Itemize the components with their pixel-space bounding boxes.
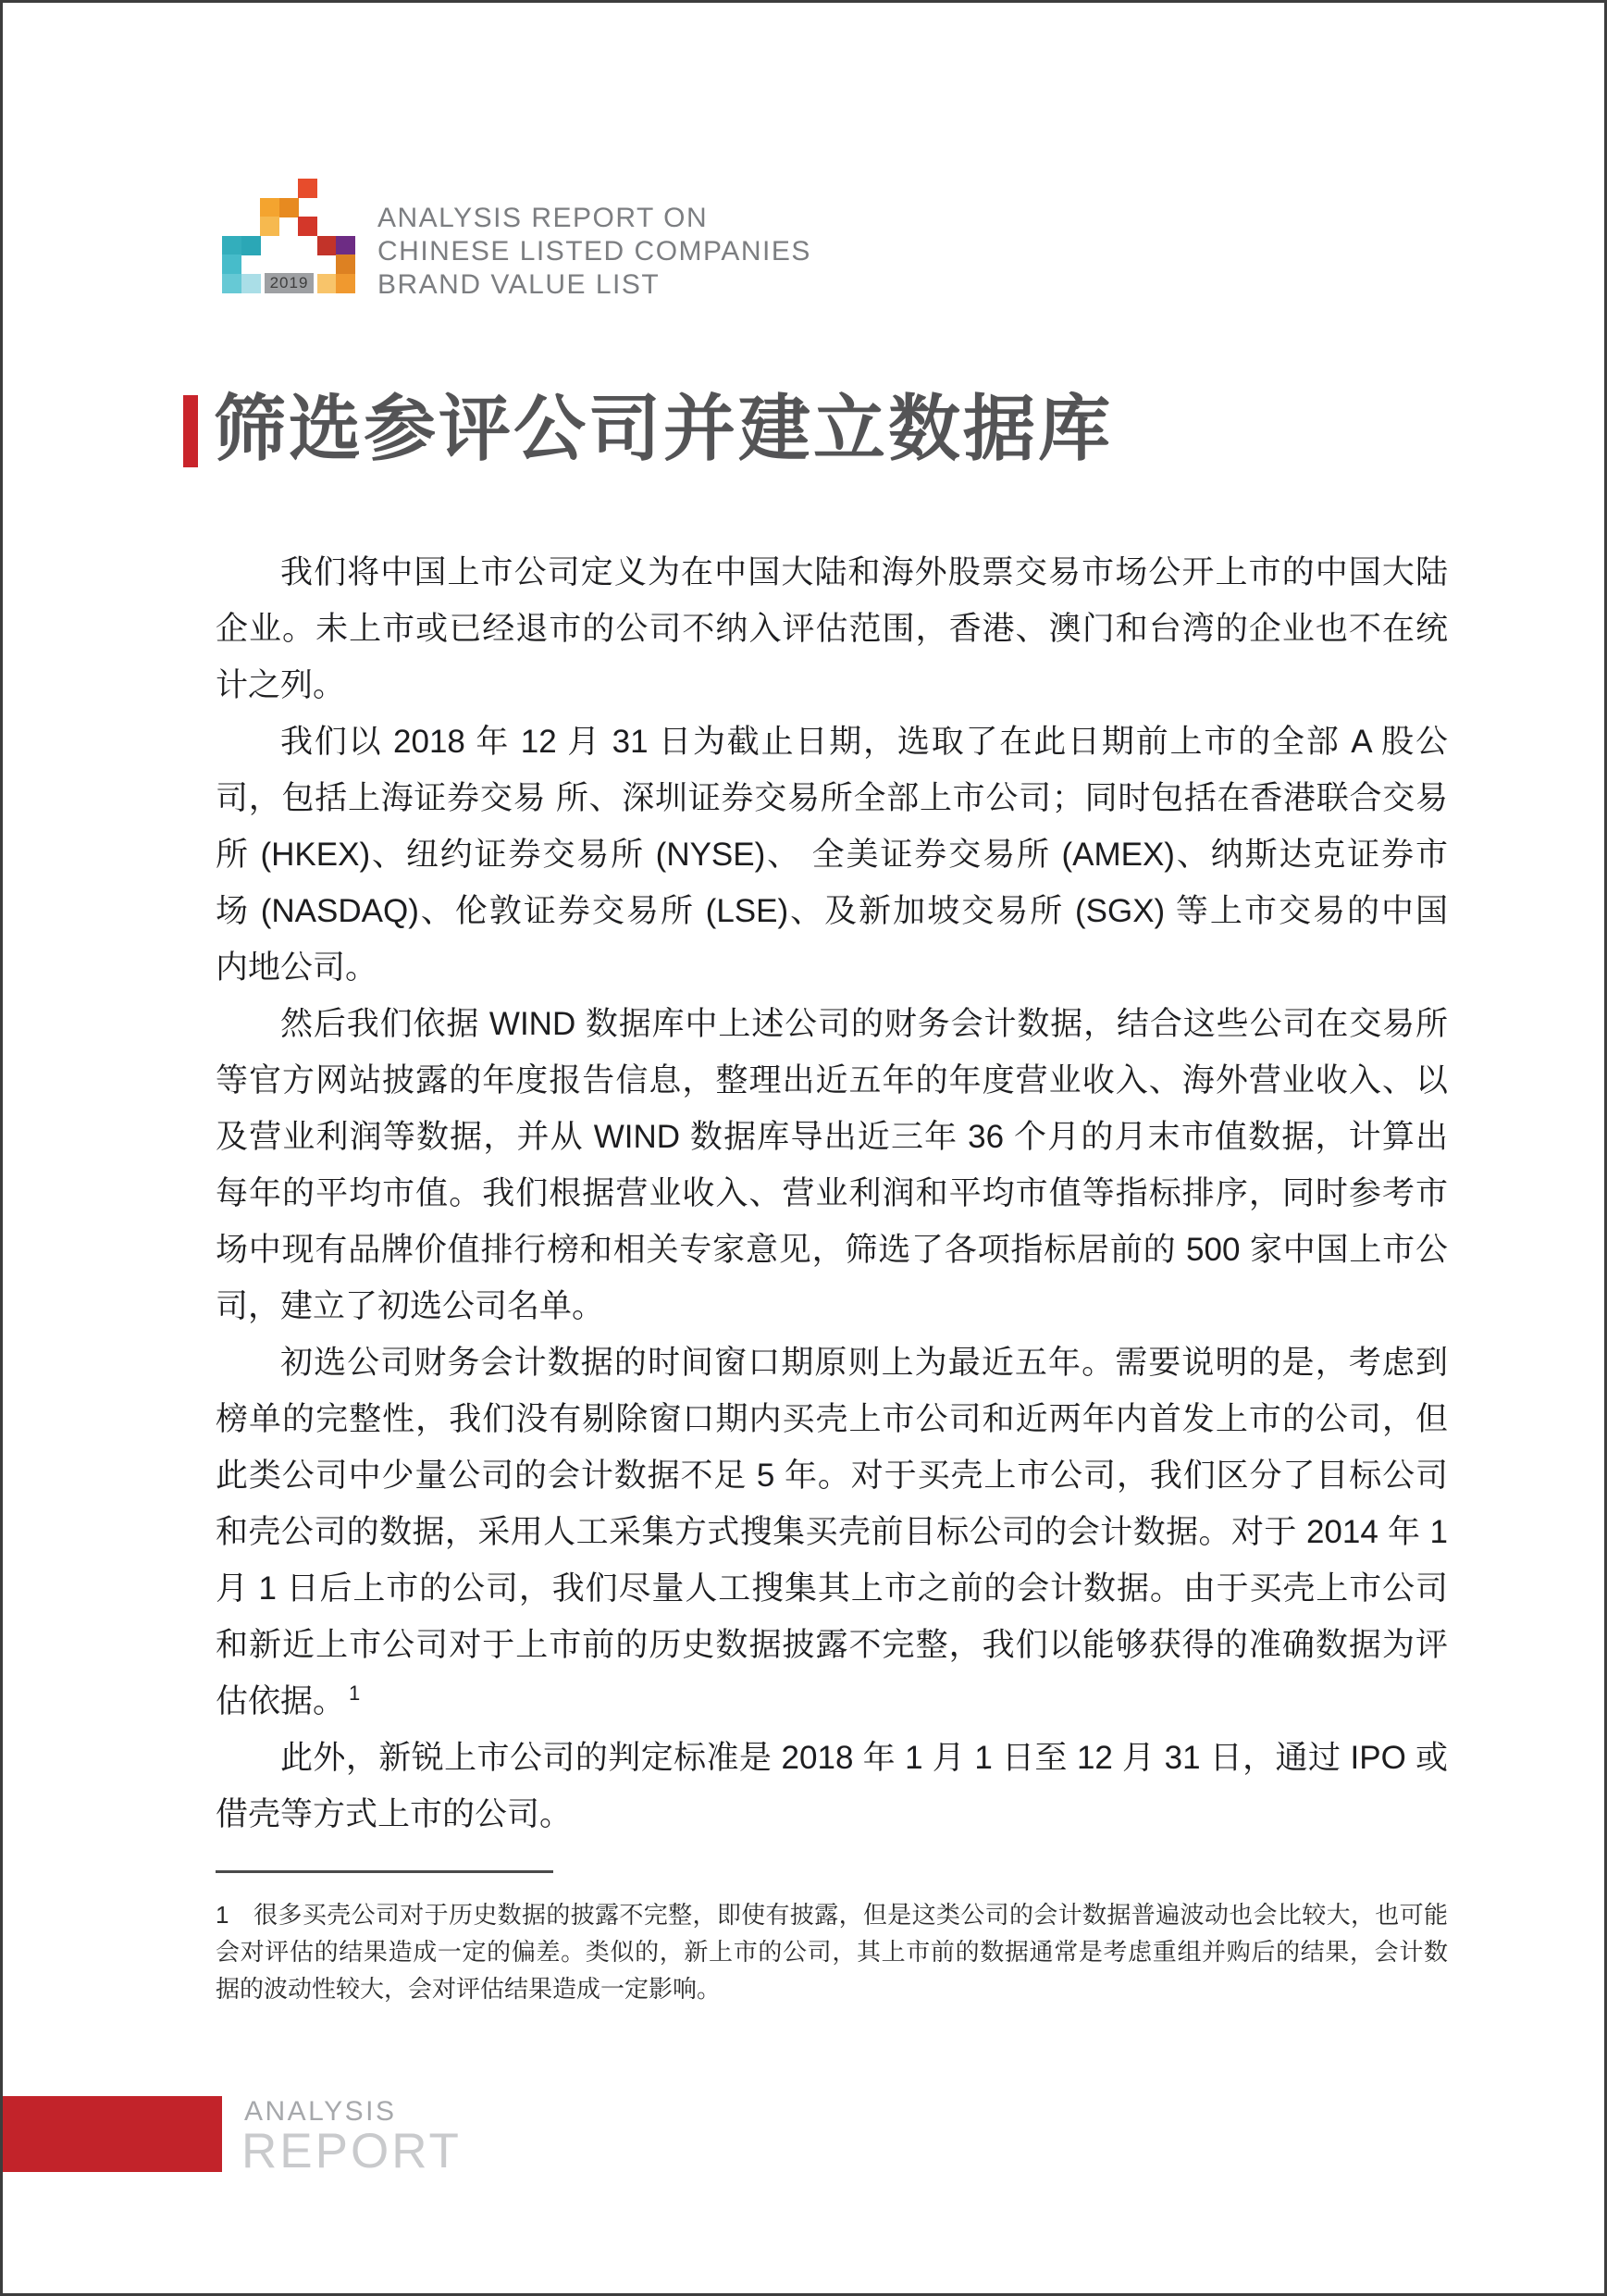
body-line: 计之列。	[216, 667, 346, 703]
brand-title-line: BRAND VALUE LIST	[377, 269, 661, 300]
footnote	[216, 1896, 1448, 2007]
footer-analysis-label: ANALYSIS	[244, 2096, 397, 2127]
logo-cell	[317, 236, 337, 255]
logo-cell	[241, 274, 261, 293]
body-line: 场中现有品牌价值排行榜和相关专家意见，筛选了各项指标居前的 500 家中国上市公	[216, 1232, 1448, 1268]
logo-cell	[222, 254, 241, 274]
body-line: 我们以 2018 年 12 月 31 日为截止日期，选取了在此日期前上市的全部 A 股公	[280, 724, 1448, 760]
body-line: 司，建立了初选公司名单。	[216, 1288, 605, 1324]
brand-logo	[222, 179, 361, 294]
logo-cell	[241, 236, 261, 255]
body-line: 和壳公司的数据，采用人工采集方式搜集买壳前目标公司的会计数据。对于 2014 年 1	[216, 1514, 1448, 1550]
body-line: 场 (NASDAQ)、伦敦证券交易所 (LSE)、及新加坡交易所 (SGX) 等上市交易的中国	[216, 893, 1448, 929]
logo-cell	[298, 217, 317, 236]
body-line: 和新近上市公司对于上市前的历史数据披露不完整，我们以能够获得的准确数据为评	[216, 1627, 1448, 1663]
logo-cell	[336, 274, 355, 293]
logo-cell	[260, 198, 279, 217]
footnote-line: 据的波动性较大，会对评估结果造成一定影响。	[216, 1975, 722, 2003]
footnote-divider	[216, 1870, 553, 1873]
body-line: 内地公司。	[216, 949, 378, 986]
body-line: 借壳等方式上市的公司。	[216, 1796, 573, 1832]
logo-cell	[298, 179, 317, 198]
logo-cell	[317, 274, 337, 293]
body-line: 榜单的完整性，我们没有剔除窗口期内买壳上市公司和近两年内首发上市的公司，但	[216, 1401, 1448, 1437]
body-line: 月 1 日后上市的公司，我们尽量人工搜集其上市之前的会计数据。由于买壳上市公司	[216, 1570, 1448, 1607]
brand-title-line: CHINESE LISTED COMPANIES	[377, 236, 811, 267]
body-line: 初选公司财务会计数据的时间窗口期原则上为最近五年。需要说明的是，考虑到	[280, 1345, 1448, 1381]
brand-title-line: ANALYSIS REPORT ON	[377, 203, 709, 233]
logo-cell	[222, 274, 241, 293]
body-line: 此类公司中少量公司的会计数据不足 5 年。对于买壳上市公司，我们区分了目标公司	[216, 1458, 1448, 1494]
logo-cell	[222, 236, 241, 255]
body-line: 估依据。 $^1$	[216, 1682, 361, 1719]
body-line: 等官方网站披露的年度报告信息，整理出近五年的年度营业收入、海外营业收入、以	[216, 1062, 1448, 1098]
page-title: 筛选参评公司并建立数据库	[214, 388, 1114, 469]
logo-cell	[279, 198, 299, 217]
body-line: 每年的平均市值。我们根据营业收入、营业利润和平均市值等指标排序，同时参考市	[216, 1175, 1448, 1211]
body-text	[216, 544, 1448, 1843]
body-line: 企业。未上市或已经退市的公司不纳入评估范围，香港、澳门和台湾的企业也不在统	[216, 611, 1448, 647]
footer-red-block	[3, 2096, 222, 2172]
body-line: 然后我们依据 WIND 数据库中上述公司的财务会计数据，结合这些公司在交易所	[280, 1006, 1448, 1042]
brand-title	[377, 202, 811, 302]
body-line: 司，包括上海证券交易 所、深圳证券交易所全部上市公司；同时包括在香港联合交易	[216, 780, 1448, 816]
body-line: 我们将中国上市公司定义为在中国大陆和海外股票交易市场公开上市的中国大陆	[280, 554, 1448, 590]
body-line: 及营业利润等数据，并从 WIND 数据库导出近三年 36 个月的月末市值数据，计算出	[216, 1119, 1448, 1155]
footnote-ref: 1	[349, 1682, 361, 1706]
footnote-line: 1 很多买壳公司对于历史数据的披露不完整，即使有披露，但是这类公司的会计数据普遍波动也会比较大，也可能	[216, 1901, 1448, 1929]
logo-year-label: 2019	[265, 273, 314, 293]
heading-accent-bar	[183, 395, 198, 467]
footnote-line: 会对评估的结果造成一定的偏差。类似的，新上市的公司，其上市前的数据通常是考虑重组并购后的结果，会计数	[216, 1938, 1448, 1966]
logo-cell	[260, 217, 279, 236]
footer-report-label: REPORT	[241, 2124, 462, 2178]
body-line: 此外，新锐上市公司的判定标准是 2018 年 1 月 1 日至 12 月 31 日，通过 IPO 或	[280, 1740, 1448, 1776]
logo-cell	[336, 236, 355, 255]
logo-cell	[336, 254, 355, 274]
body-line: 所 (HKEX)、纽约证券交易所 (NYSE)、 全美证券交易所 (AMEX)、纳斯达克证券市	[216, 837, 1448, 873]
